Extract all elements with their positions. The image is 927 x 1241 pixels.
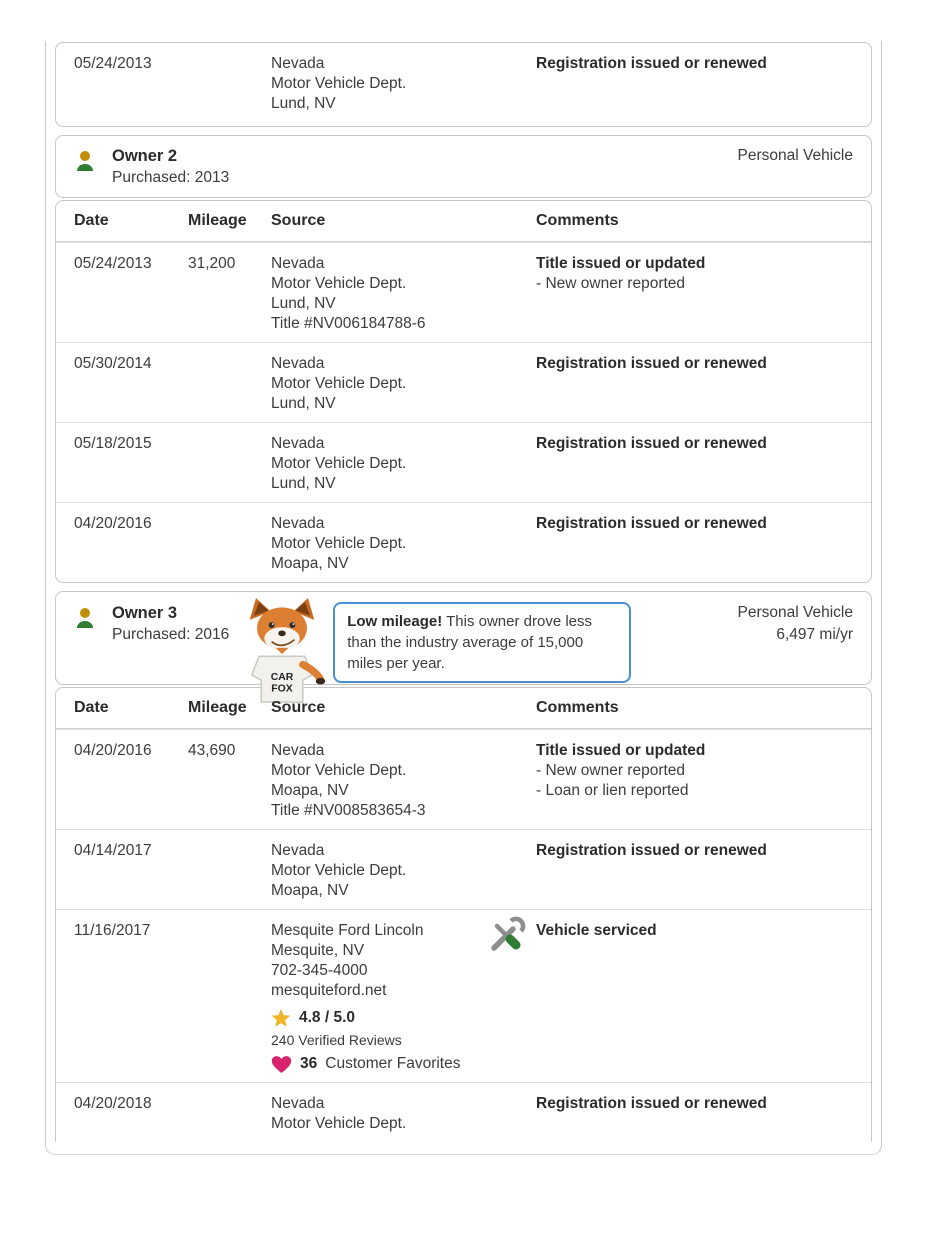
comment-item: - New owner reported [536,275,686,292]
event-source [271,841,536,901]
event-comments [536,921,853,1074]
callout-title: Low mileage! [347,613,443,630]
table-row [56,502,871,582]
source-line: Motor Vehicle Dept. [271,535,407,552]
title-number-line: Title #NV008583654-3 [271,802,426,819]
event-source [271,354,536,414]
comment-title: Vehicle serviced [536,922,657,939]
vehicle-type-label: Personal Vehicle [737,147,853,164]
source-line: Motor Vehicle Dept. [271,375,407,392]
miles-per-year-label: 6,497 mi/yr [776,626,853,643]
source-line: Lund, NV [271,475,336,492]
event-date: 11/16/2017 [74,922,151,939]
owner3-header-card [55,591,872,695]
source-line: Nevada [271,55,325,72]
event-comments [536,434,853,494]
source-line: Motor Vehicle Dept. [271,862,407,879]
source-line: Motor Vehicle Dept. [271,455,407,472]
source-line: Lund, NV [271,395,336,412]
source-line: Lund, NV [271,95,336,112]
dealer-rating-value: 4.8 / 5.0 [299,1009,356,1026]
source-line: Motor Vehicle Dept. [271,762,407,779]
event-date: 04/20/2016 [74,742,152,759]
header-source: Source [271,699,326,716]
event-source [271,1094,536,1134]
comment-title: Registration issued or renewed [536,842,767,859]
event-comments [536,354,853,414]
event-date: 05/18/2015 [74,435,152,452]
owner3-history-table [55,687,872,1142]
source-line: Lund, NV [271,295,336,312]
svg-text:CAR: CAR [270,672,294,684]
event-source [271,514,536,574]
carfax-fox-mascot [239,598,325,698]
event-card-prelude [55,42,872,127]
comment-title: Title issued or updated [536,255,706,272]
table-row-service [56,909,871,1082]
callout-text: This owner drove less than the industry average of 15,000 miles per year. [347,613,593,672]
event-mileage: 31,200 [188,255,236,272]
event-date: 05/24/2013 [74,255,152,272]
title-number-line: Title #NV006184788-6 [271,315,426,332]
event-source [271,434,536,494]
table-row [56,342,871,422]
event-date: 04/14/2017 [74,842,152,859]
table-row [56,829,871,909]
owner-purchased: Purchased: 2013 [112,169,230,186]
source-line: Nevada [271,355,325,372]
dealer-website-link[interactable]: mesquiteford.net [271,982,387,999]
table-row [56,43,871,126]
event-mileage [188,514,271,574]
source-line: Nevada [271,255,325,272]
comment-title: Registration issued or renewed [536,1095,767,1112]
report-container [45,41,882,1155]
service-wrench-icon [488,919,524,955]
verified-reviews-label: 240 Verified Reviews [271,1032,402,1048]
dealer-name: Mesquite Ford Lincoln [271,922,424,939]
header-comments: Comments [536,212,619,229]
low-mileage-callout [333,602,631,683]
comment-title: Registration issued or renewed [536,355,767,372]
event-mileage: 43,690 [188,742,236,759]
event-mileage [188,354,271,414]
comment-item: - Loan or lien reported [536,782,689,799]
source-line: Motor Vehicle Dept. [271,1115,407,1132]
event-comments [536,54,853,114]
source-line: Motor Vehicle Dept. [271,275,407,292]
person-icon [74,607,96,630]
table-header-row [56,688,871,729]
header-mileage: Mileage [188,699,247,716]
event-date: 04/20/2016 [74,515,152,532]
event-comments [536,254,853,334]
source-line: Nevada [271,1095,325,1112]
event-comments [536,514,853,574]
favorites-count: 36 [300,1055,318,1072]
source-line: Moapa, NV [271,555,349,572]
svg-text:FOX: FOX [271,683,293,695]
table-header-row [56,201,871,242]
owner2-history-table [55,200,872,583]
event-comments [536,1094,853,1134]
header-source: Source [271,212,326,229]
event-mileage [188,1094,271,1134]
header-mileage: Mileage [188,212,247,229]
event-date: 04/20/2018 [74,1095,152,1112]
header-date: Date [74,212,109,229]
owner-purchased: Purchased: 2016 [112,626,230,643]
table-row [56,242,871,342]
comment-title: Registration issued or renewed [536,55,767,72]
owner-title: Owner 3 [112,604,178,622]
event-date: 05/24/2013 [74,55,152,72]
star-icon [271,1008,291,1028]
comment-title: Title issued or updated [536,742,706,759]
source-line: Nevada [271,742,325,759]
heart-icon [271,1055,292,1074]
event-mileage [188,434,271,494]
event-source [271,741,536,821]
header-comments: Comments [536,699,619,716]
event-comments [536,841,853,901]
source-line: Nevada [271,842,325,859]
comment-title: Registration issued or renewed [536,435,767,452]
table-row [56,422,871,502]
table-row [56,729,871,829]
event-source [271,54,536,114]
event-mileage [188,54,271,114]
person-icon [74,150,96,173]
owner2-header-card [55,135,872,198]
event-mileage [188,841,271,901]
event-comments [536,741,853,821]
source-line: Motor Vehicle Dept. [271,75,407,92]
table-row [56,1082,871,1142]
source-line: Moapa, NV [271,782,349,799]
comment-title: Registration issued or renewed [536,515,767,532]
event-date: 05/30/2014 [74,355,152,372]
owner-title: Owner 2 [112,147,178,165]
comment-item: - New owner reported [536,762,686,779]
header-date: Date [74,699,109,716]
source-line: Moapa, NV [271,882,349,899]
source-line: Nevada [271,435,325,452]
event-mileage [188,921,271,1074]
event-source [271,254,536,334]
dealer-phone: 702-345-4000 [271,962,368,979]
source-line: Nevada [271,515,325,532]
dealer-city: Mesquite, NV [271,942,365,959]
favorites-label: Customer Favorites [325,1055,461,1072]
vehicle-type-label: Personal Vehicle [737,604,853,621]
